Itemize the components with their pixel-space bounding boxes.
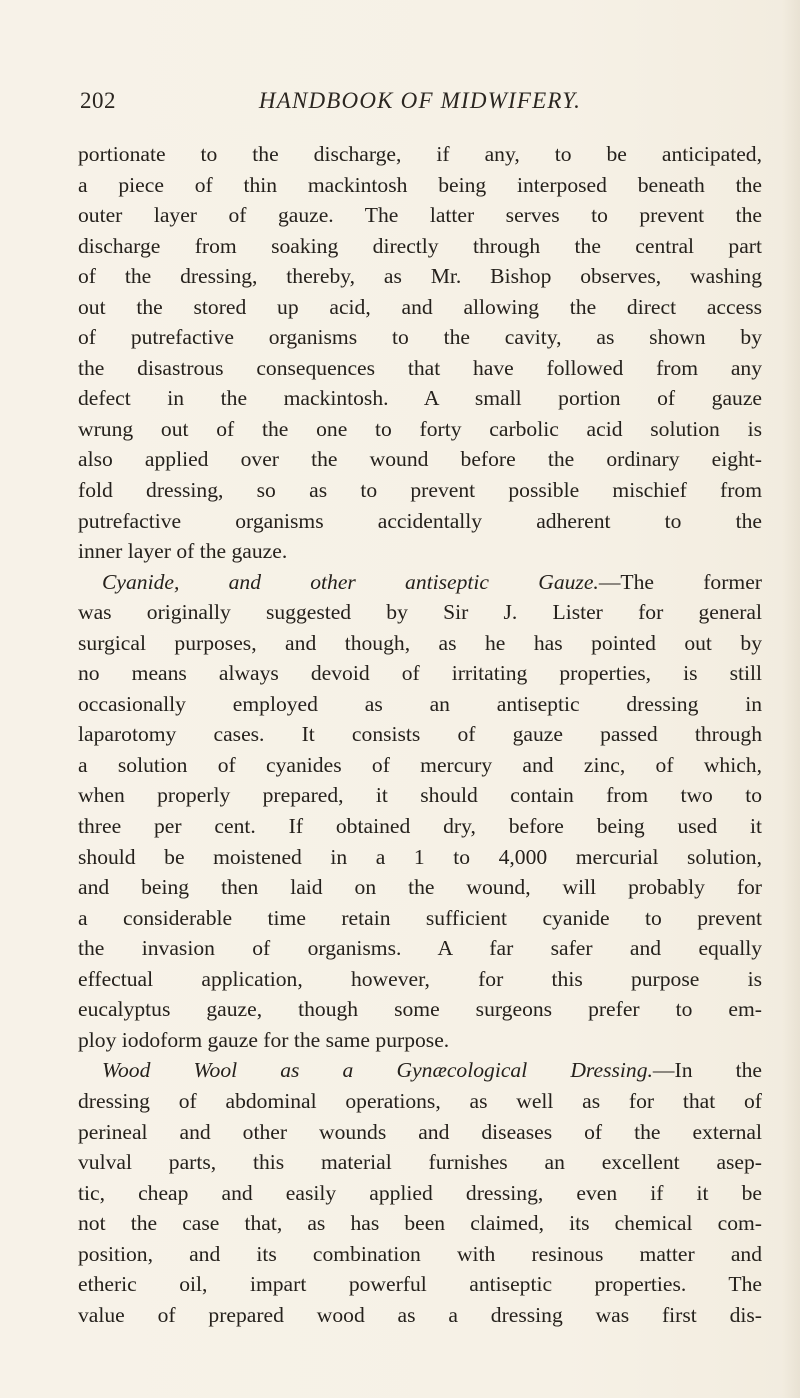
section-heading-cyanide-gauze: Cyanide, and other antiseptic Gauze. xyxy=(102,569,599,594)
text-line: wrung out of the one to forty carbolic acid solution is xyxy=(78,416,762,441)
text-line: a piece of thin mackintosh being interposed beneath the xyxy=(78,172,762,197)
text-line: when properly prepared, it should contain from two to xyxy=(78,783,762,808)
text-line: vulval parts, this material furnishes an excellent asep- xyxy=(78,1150,762,1175)
paragraph-first-line xyxy=(78,1055,762,1086)
text-line: laparotomy cases. It consists of gauze passed through xyxy=(78,722,762,747)
body-text xyxy=(78,139,762,1330)
text-line: no means always devoid of irritating properties, is still xyxy=(78,661,762,686)
text-line: of putrefactive organisms to the cavity, as shown by xyxy=(78,325,762,350)
paragraph-first-line xyxy=(78,567,762,598)
text-line: ploy iodoform gauze for the same purpose. xyxy=(78,1027,450,1052)
text-line: eucalyptus gauze, though some surgeons prefer to em- xyxy=(78,997,762,1022)
text-line: a considerable time retain sufficient cyanide to prevent xyxy=(78,905,762,930)
text-line: dressing of abdominal operations, as well as for that of xyxy=(78,1088,762,1113)
text-line: was originally suggested by Sir J. Lister for general xyxy=(78,600,762,625)
text-line: perineal and other wounds and diseases of the external xyxy=(78,1119,762,1144)
page-number: 202 xyxy=(80,88,116,113)
text-line: effectual application, however, for this purpose is xyxy=(78,966,762,991)
text-line: surgical purposes, and though, as he has pointed out by xyxy=(78,630,762,655)
text-fragment: —In the xyxy=(652,1058,762,1083)
text-fragment: —The former xyxy=(598,569,762,594)
text-line: etheric oil, impart powerful antiseptic properties. The xyxy=(78,1272,762,1297)
text-line: outer layer of gauze. The latter serves to prevent the xyxy=(78,203,762,228)
text-line: also applied over the wound before the ordinary eight- xyxy=(78,447,762,472)
text-line: should be moistened in a 1 to 4,000 mercurial solution, xyxy=(78,844,762,869)
text-line: defect in the mackintosh. A small portion of gauze xyxy=(78,386,762,411)
text-line: putrefactive organisms accidentally adherent to the xyxy=(78,508,762,533)
text-line: the disastrous consequences that have followed from any xyxy=(78,355,762,380)
text-line: inner layer of the gauze. xyxy=(78,539,288,564)
text-line: occasionally employed as an antiseptic dressing in xyxy=(78,691,762,716)
text-line: of the dressing, thereby, as Mr. Bishop observes, washing xyxy=(78,264,762,289)
text-line: tic, cheap and easily applied dressing, even if it be xyxy=(78,1180,762,1205)
text-line: not the case that, as has been claimed, its chemical com- xyxy=(78,1211,762,1236)
text-line: the invasion of organisms. A far safer and equally xyxy=(78,936,762,961)
section-heading-wood-wool: Wood Wool as a Gynæcological Dressing. xyxy=(102,1058,653,1083)
text-line: a solution of cyanides of mercury and zinc, of which, xyxy=(78,752,762,777)
text-line: discharge from soaking directly through the central part xyxy=(78,233,762,258)
text-line: and being then laid on the wound, will probably for xyxy=(78,875,762,900)
text-line: three per cent. If obtained dry, before being used it xyxy=(78,814,762,839)
text-line: position, and its combination with resinous matter and xyxy=(78,1241,762,1266)
text-line: fold dressing, so as to prevent possible mischief from xyxy=(78,478,762,503)
text-line: portionate to the discharge, if any, to be anticipated, xyxy=(78,142,762,166)
page-edge-shadow xyxy=(782,0,800,1398)
running-title: HANDBOOK OF MIDWIFERY. xyxy=(258,88,582,113)
text-line: value of prepared wood as a dressing was first dis- xyxy=(78,1302,762,1327)
text-line: out the stored up acid, and allowing the direct access xyxy=(78,294,762,319)
page-header xyxy=(80,88,760,120)
